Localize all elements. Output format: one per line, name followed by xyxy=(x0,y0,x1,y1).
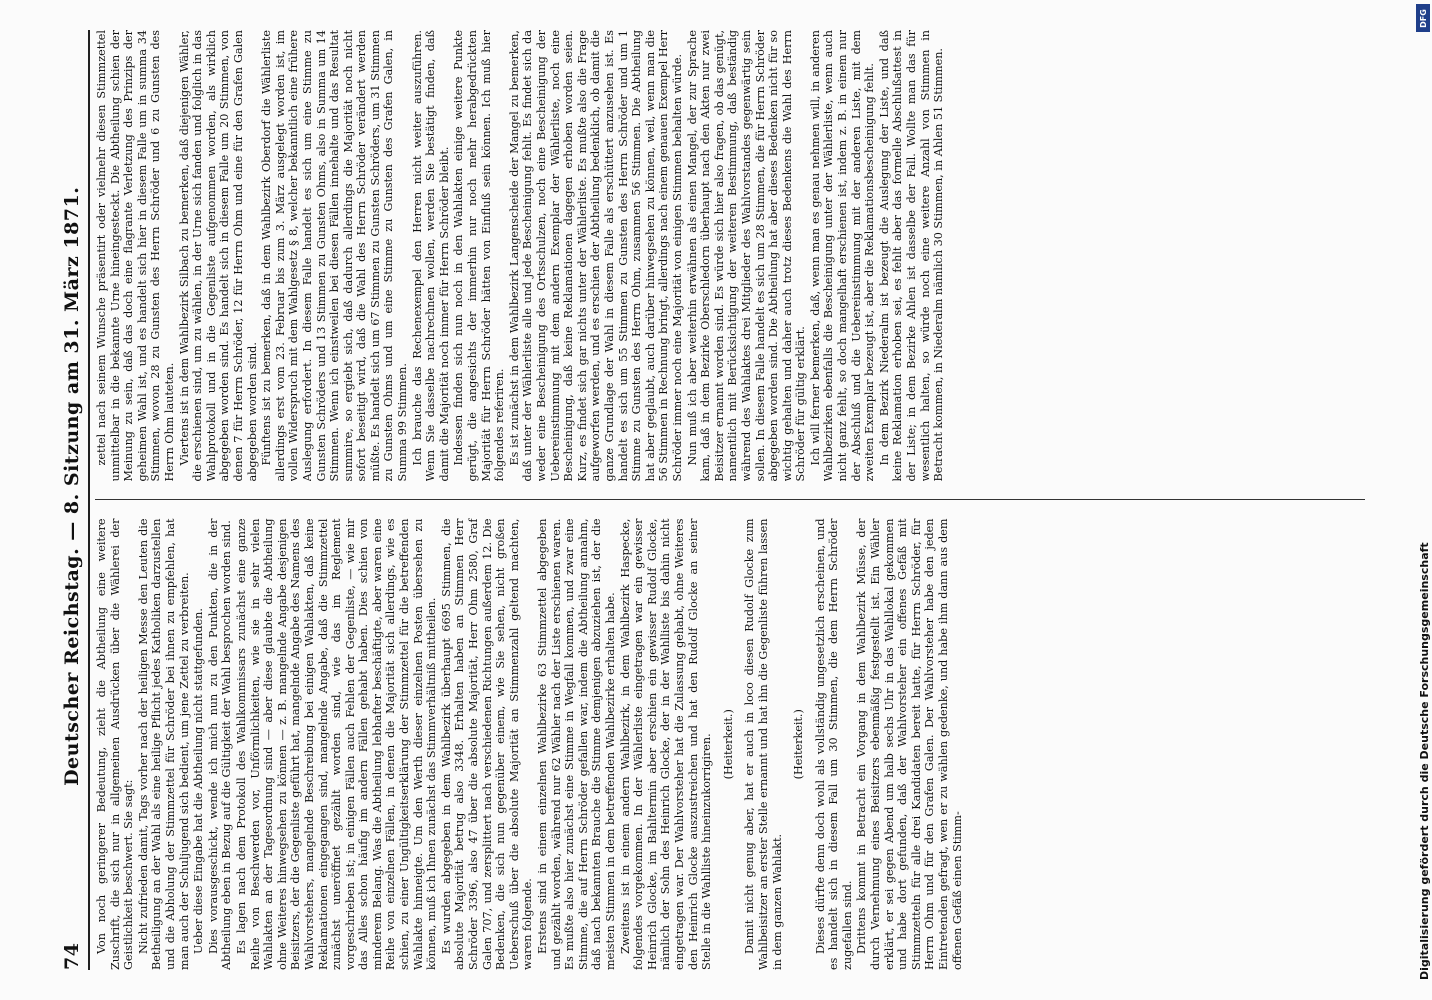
paragraph: Zweitens ist in einem andern Wahlbezirk, in dem Wahlbezirk Haspecke, folgendes vorgekommen. In der Wählerliste eingetragen war ein gewisser Heinrich Glocke, im Bahltermin aber erschien ein gewisser Rudolf Glocke, nämlich der Sohn des Heinrich Glocke, der in der Wahlliste bis dahin nicht eingetragen war. Der Wahlvorsteher hat die Zulassung gehabt, ohne Weiteres den Heinrich Glocke auszustreichen und hat den Rudolf Glocke an seiner Stelle in die Wahlliste hineinzukorrigiren. xyxy=(618,518,714,970)
digitization-sidebar xyxy=(1416,20,1432,980)
paragraph: Dieses dürfte denn doch wohl als vollständig ungesetzlich erscheinen, und es handelt sich in diesem Fall um 30 Stimmen, die dem Herrn Schröder zugefallen sind. xyxy=(813,518,854,970)
page-number: 74 xyxy=(61,942,83,970)
column-right xyxy=(95,30,1365,482)
page-header xyxy=(60,30,84,970)
paragraph: Es wurden abgegeben in dem Wahlbezirk überhaupt 6695 Stimmen, die absolute Majorität betrug also 3348. Erhalten haben an Stimmen Herr Schröder 3396, also 47 über die absolute Majorität, Herr Ohm 2580, Graf Galen 707, und zersplittert nach verschiedenen Richtungen außerdem 12. Die Bedenken, die sich nun gegenüber einem, wie Sie sehen, nicht großen Ueberschuß über die absolute Majorität an Stimmenzahl geltend machten, waren folgende. xyxy=(439,518,535,970)
paragraph: Ich brauche das Rechenexempel den Herren nicht weiter auszuführen. Wenn Sie dasselbe nachrechnen wollen, werden Sie bestätigt finden, daß damit die Majorität noch immer für Herrn Schröder bleibt. xyxy=(410,30,451,482)
text-columns xyxy=(95,30,1365,970)
paragraph: Drittens kommt in Betracht ein Vorgang in dem Wahlbezirk Müsse, der durch Vernehmung eines Beisitzers ebenmäßig festgestellt ist. Ein Wähler erklärt, er sei gegen Abend um halb sechs Uhr in das Wahllokal gekommen und habe dort gefunden, daß der Wahlvorsteher ein offenes Gefäß mit Stimmzetteln für alle drei Kandidaten bereit hatte, für Herrn Schröder, für Herrn Ohm und für den Grafen Galen. Der Wahlvorsteher habe den jeden Eintretenden gefragt, wen er zu wählen gedenke, und habe ihm dann aus dem offenen Gefäß einen Stimm- xyxy=(855,518,964,970)
paragraph: In dem Bezirk Niederalm ist bezeugt die Auslegung der Liste, und daß keine Reklamation erhoben sei, es fehlt aber das formelle Abschlußattest in der Liste; in dem Bezirke Ahlen ist dasselbe der Fall. Wollte man das für wesentlich halten, so würde noch eine weitere Anzahl von Stimmen in Betracht kommen, in Niederalm nämlich 30 Stimmen, in Ahlen 51 Stimmen. xyxy=(877,30,946,482)
paragraph: Dies vorausgeschickt, wende ich mich nun zu den Punkten, die in der Abtheilung eben in Bezug auf die Gültigkeit der Wahl besprochen worden sind. xyxy=(206,518,234,970)
paragraph: Es lagen nach dem Protokoll des Wahlkommissars zunächst eine ganze Reihe von Beschwerden vor, Unförmlichkeiten, wie sie in sehr vielen Wahlakten an der Tagesordnung sind — aber diese glaubte die Abtheilung ohne Weiteres hinwegsehen zu können — z. B. mangelnde Angabe desjenigen Beisitzers, der die Gegenliste geführt hat, mangelnde Angabe des Namens des Wahlvorstehers, mangelnde Beschreibung bei einigen Wahlakten, daß keine Reklamationen eingegangen sind, mangelnde Angabe, daß die Stimmzettel zunächst uneröffnet gezählt worden sind, wie das im Reglement vorgeschrieben ist; in einigen Fällen auch Fehlen der Gegenliste, — wie mir das Alles schon häufig im andern Fällen gehabt haben. Dies schien von minderem Belang. Was die Abtheilung lebhafter beschäftigte, aber waren eine Reihe von einzelnen Fällen, in denen die Majorität sich allerdings, wie es schien, zu einer Ungültigkeitserklärung der Stimmzettel für die betreffenden Wahlakte hinneigte. Um den Werth dieser einzelnen Posten übersehen zu können, muß ich Ihnen zunächst das Stimmverhältniß mittheilen. xyxy=(234,518,439,970)
column-divider xyxy=(95,500,1365,501)
dfg-logo: DFG xyxy=(1416,4,1430,32)
paragraph: Fünftens ist zu bemerken, daß in dem Wahlbezirk Oberdorf die Wählerliste allerdings erst vom 23. Februar bis zum 3. März ausgelegt worden ist, im vollen Widerspruch mit dem Wahlgesetz § 8, welcher bekanntlich eine frühere Auslegung erfordert. In diesem Falle handelt es sich um eine Stimme zu Gunsten Schröders und 13 Stimmen zu Gunsten Ohms, also in Summa um 14 Stimmen. Wenn ich einstweilen bei diesen Fällen innehalte und das Resultat summire, so ergiebt sich, daß dadurch allerdings die Majorität noch nicht sofort beseitigt wird, daß die Wahl des Herrn Schröder verändert werden müßte. Es handelt sich um 67 Stimmen zu Gunsten Schröders, um 31 Stimmen zu Gunsten Ohms und um eine Stimme zu Gunsten des Grafen Galen, in Summa 99 Stimmen. xyxy=(260,30,410,482)
paragraph: Von noch geringerer Bedeutung, zieht die Abtheilung eine weitere Zuschrift, die sich nur in allgemeinen Ausdrücken über die Wählerei der Geistlichkeit beschwert. Sie sagt: xyxy=(95,518,136,970)
paragraph: Indessen finden sich nun noch in den Wahlakten einige weitere Punkte gerügt, die angesichts der immerhin nur noch mehr herabgedrückten Majorität für Herrn Schröder hätten von Einfluß sein können. Ich muß hier folgendes referiren. xyxy=(452,30,507,482)
paragraph: (Heiterkeit.) xyxy=(792,709,806,780)
digitization-note: Digitalisierung gefördert durch die Deutsche Forschungsgemeinschaft xyxy=(1418,542,1431,980)
header-rule xyxy=(88,30,90,970)
paragraph: Viertens ist in dem Wahlbezirk Silbach zu bemerken, daß diejenigen Wähler, die erschienen sind, um zu wählen, in der Urne sich fanden und folglich in das Wahlprotokoll und in die Gegenliste aufgenommen worden, als wirklich abgegeben worden sind. Es handelt sich in diesem Falle um 20 Stimmen, von denen 7 für Herrn Schröder, 12 für Herrn Ohm und eine für den Grafen Galen abgegeben worden sind. xyxy=(177,30,259,482)
paragraph: Damit nicht genug aber, hat er auch in loco diesen Rudolf Glocke zum Wahlbeisitzer an erster Stelle ernannt und hat ihn die Gegenliste führen lassen in dem ganzen Wahlakt. xyxy=(743,518,784,970)
paragraph: Nicht zufrieden damit, Tags vorher nach der heiligen Messe den Leuten die Betheiligung an der Wahl als eine heilige Pflicht jedes Katholiken darzustellen und die Abholung der Stimmzettel für Schröder bei ihnen zu empfehlen, hat man auch der Schuljugend sich bedient, um jene Zettel zu verbreiten. xyxy=(136,518,191,970)
column-left xyxy=(95,519,1365,971)
paragraph: Ueber diese Eingabe hat die Abtheilung nicht stattgefunden. xyxy=(192,608,206,954)
paragraph: Erstens sind in einem einzelnen Wahlbezirke 63 Stimmzettel abgegeben und gezählt worden, während nur 62 Wähler nach der Liste erschienen waren. Es mußte also hier zunächst eine Stimme in Wegfall kommen, und zwar eine Stimme, die auf Herrn Schröder gefallen war, indem die Abtheilung annahm, daß nach bekannten Brauche die Stimme demjenigen abzuziehen ist, der die meisten Stimmen in dem betreffenden Wahlbezirke erhalten habe. xyxy=(536,518,617,970)
paragraph: Nun muß ich aber weiterhin erwähnen als einen Mangel, der zur Sprache kam, daß in dem Bezirke Oberschledorn überhaupt nach den Akten nur zwei Beisitzer ernannt worden sind. Es würde sich hier also fragen, ob das genügt, namentlich mit Berücksichtigung der weiteren Bestimmung, daß beständig während des Wahlaktes drei Mitglieder des Wahlvorstandes gegenwärtig sein sollen. In diesem Falle handelt es sich um 28 Stimmen, die für Herrn Schröder abgegeben worden sind. Die Abtheilung hat aber dieses Bedenken nicht für so wichtig gehalten und daher auch trotz dieses Bedenkens die Wahl des Herrn Schröder für gültig erklärt. xyxy=(685,30,808,482)
page-title: Deutscher Reichstag. — 8. Sitzung am 31. März 1871. xyxy=(61,186,83,786)
paragraph: Es ist zunächst in dem Wahlbezirk Langenscheide der Mangel zu bemerken, daß unter der Wählerliste alle und jede Bescheinigung fehlt. Es findet sich da weder eine Bescheinigung des Ortsschulzen, noch eine Bescheinigung der Uebereinstimmung mit dem andern Exemplar der Wählerliste, noch eine Bescheinigung, daß keine Reklamationen dagegen erhoben worden seien. Kurz, es findet sich gar nichts unter der Wählerliste. Es mußte also die Frage aufgeworfen werden, und es erschien der Abtheilung bedenklich, ob damit die ganze Grundlage der Wahl in diesem Falle als erschüttert anzusehen ist. Es handelt es sich um 55 Stimmen zu Gunsten des Herrn Schröder und um 1 Stimme zu Gunsten des Herrn Ohm, zusammen 56 Stimmen. Die Abtheilung hat aber geglaubt, auch darüber hinwegsehen zu können, weil, wenn man die 56 Stimmen in Rechnung bringt, allerdings nach einem genauen Exempel Herr Schröder immer noch eine Majorität von einigen Stimmen behalten würde. xyxy=(507,30,684,482)
paragraph: (Heiterkeit.) xyxy=(721,709,735,780)
paragraph: Ich will ferner bemerken, daß, wenn man es genau nehmen will, in anderen Wahlbezirken ebenfalls die Bescheinigung unter der Wählerliste, wenn auch nicht ganz fehlt, so doch mangelhaft erschienen ist, indem z. B. in einem nur der Abschluß und die Uebereinstimmung mit der anderen Liste, mit dem zweiten Exemplar bezeugt ist, aber die Reklamationsbescheinigung fehlt. xyxy=(808,30,877,482)
paragraph: zettel nach seinem Wunsche präsentirt oder vielmehr diesen Stimmzettel unmittelbar in die bekannte Urne hineingesteckt. Die Abtheilung schien der Meinung zu sein, daß das doch eine flagrante Verletzung des Prinzips der geheimen Wahl ist, und es handelt sich hier in diesem Falle um in summa 34 Stimmen, wovon 28 zu Gunsten des Herrn Schröder und 6 zu Gunsten des Herrn Ohm lauteten. xyxy=(95,30,176,482)
